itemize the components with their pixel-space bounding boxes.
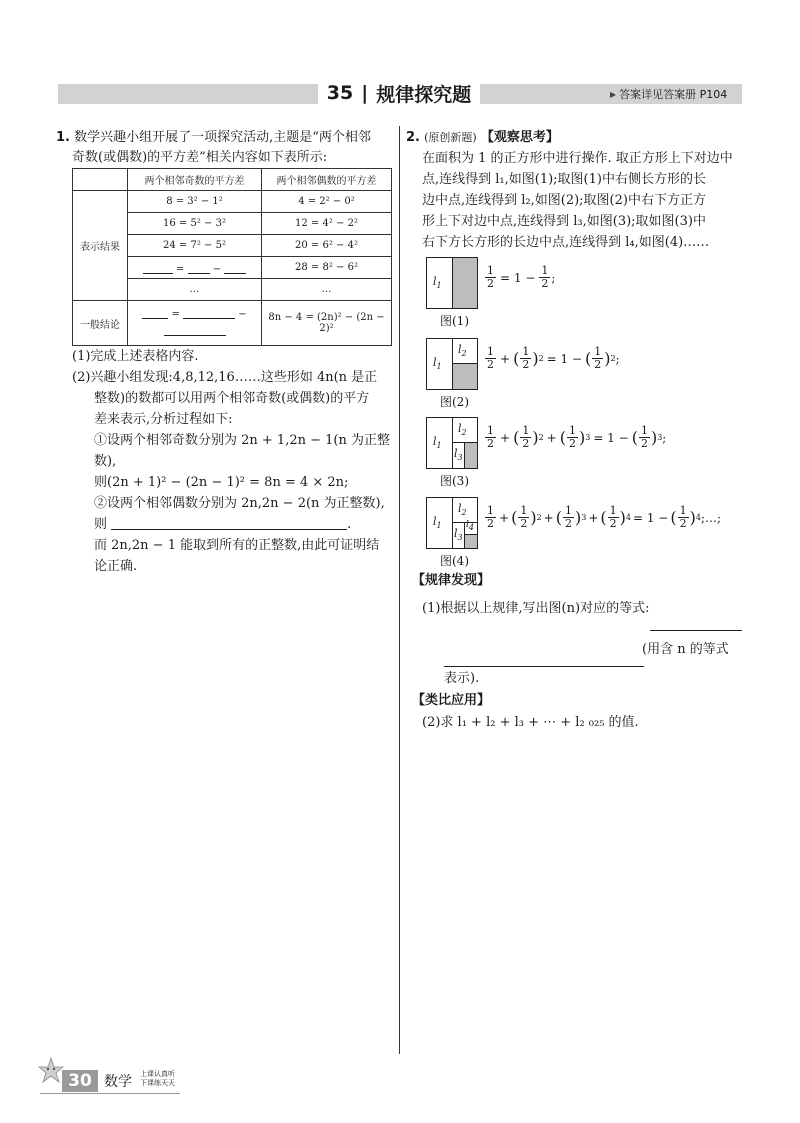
answer-line-2[interactable]: [444, 666, 644, 667]
q1-sub2-line6: 则(2n + 1)² − (2n − 1)² = 8n = 4 × 2n;: [94, 475, 349, 490]
table-header-even: 两个相邻偶数的平方差: [262, 169, 392, 191]
q1-number: 1.: [56, 130, 70, 145]
star-mascot-icon: [38, 1054, 64, 1094]
chapter-title: [318, 78, 480, 108]
q1-sub1: (1)完成上述表格内容.: [72, 349, 199, 364]
caption-fig4: 图(4): [440, 554, 469, 568]
label-l1: $l_1$: [433, 356, 442, 371]
label-l4: l4: [466, 520, 474, 532]
q2-heading: [406, 129, 559, 147]
blank-field[interactable]: [188, 261, 210, 274]
label-l2: $l_2$: [458, 343, 467, 358]
chapter-name: 规律探究题: [376, 83, 472, 106]
table-ellipsis-even: …: [262, 279, 392, 301]
eq-sign: =: [171, 309, 180, 320]
then-label: 则: [94, 517, 108, 532]
label-l1: $l_1$: [433, 435, 442, 450]
q1-sub2-line1: (2)兴趣小组发现:4,8,12,16……这些形如 4n(n 是正: [72, 370, 378, 385]
period: .: [347, 517, 352, 532]
chapter-number: 35: [326, 82, 354, 104]
table-row: [73, 301, 392, 346]
minus-sign: −: [238, 309, 247, 320]
table-cell-odd-3: 24 = 7² − 5²: [128, 235, 262, 257]
q2-sub2: (2)求 l₁ + l₂ + l₃ + ⋯ + l₂ ₀₂₅ 的值.: [422, 715, 639, 730]
shaded-region: [452, 258, 477, 308]
equation-4: $\frac{1}{2}$ + ( $\frac{1}{2}$ ) 2 + ( $\frac{1}{2}$ ) 3 + ( $\frac{1}{2}$ ) 4 = 1 − ( $\frac{1}{2}$ ) 4 ;…;: [487, 504, 722, 530]
fraction: $\frac{1}{2}$: [487, 264, 494, 290]
q2-sub1: (1)根据以上规律,写出图(n)对应的等式:: [422, 601, 650, 616]
q2-sub1-tail: (用含 n 的等式: [642, 642, 729, 657]
table-row: [73, 169, 392, 191]
table-cell-even-conclusion: 8n − 4 = (2n)² − (2n − 2)²: [262, 301, 392, 346]
section-observe: 【观察思考】: [480, 130, 559, 145]
slogan: [140, 1070, 175, 1088]
q1-sub2-line10: 论正确.: [94, 559, 138, 574]
equation-1: [484, 265, 555, 290]
q1-sub2-line3: 差来表示,分析过程如下:: [94, 412, 233, 427]
q1-table: [72, 168, 392, 346]
blank-field[interactable]: [183, 306, 235, 319]
table-cell-even-3: 20 = 6² − 4²: [262, 235, 392, 257]
table-cell-even-1: 4 = 2² − 0²: [262, 191, 392, 213]
table-corner: [73, 169, 128, 191]
equation-2: $\frac{1}{2}$ + ( $\frac{1}{2}$ ) 2 = 1 − ( $\frac{1}{2}$ ) 2 ;: [487, 345, 620, 371]
table-cell-odd-blank[interactable]: [128, 257, 262, 279]
q1-sub2-line2: 整数)的数都可以用两个相邻奇数(或偶数)的平方: [94, 391, 370, 406]
table-row: [73, 191, 392, 213]
answer-ref-text: 答案详见答案册 P104: [619, 88, 728, 101]
q1-sub2-line4: ①设两个相邻奇数分别为 2n + 1,2n − 1(n 为正整: [94, 433, 390, 448]
label-l3: $l_3$: [454, 447, 463, 462]
q1-line2: 奇数(或偶数)的平方差”相关内容如下表所示:: [72, 150, 328, 165]
eq-sign: =: [175, 263, 185, 275]
section-discover: 【规律发现】: [412, 573, 491, 588]
q2-para3: 边中点,连线得到 l₂,如图(2);取图(2)中右下方正方: [422, 193, 706, 208]
figure-2: [426, 338, 478, 390]
table-row-label: 表示结果: [73, 191, 128, 301]
figure-1: [426, 257, 478, 309]
title-separator: |: [361, 82, 369, 104]
blank-field[interactable]: [143, 261, 173, 274]
column-divider: [399, 126, 400, 1054]
q2-number: 2.: [406, 130, 420, 145]
q2-para1: 在面积为 1 的正方形中进行操作. 取正方形上下对边中: [422, 151, 733, 166]
caption-fig3: 图(3): [440, 474, 469, 488]
semicolon: ;: [551, 270, 556, 285]
blank-field[interactable]: [164, 323, 226, 336]
triangle-icon: ▶: [610, 89, 617, 99]
q1-line1: [56, 129, 371, 147]
table-cell-even-2: 12 = 4² − 2²: [262, 213, 392, 235]
q1-sub2-line9: 而 2n,2n − 1 能取到所有的正整数,由此可证明结: [94, 538, 380, 553]
caption-fig1: 图(1): [440, 314, 469, 328]
q1-sub2-line5: 数),: [94, 454, 117, 469]
equals-one-minus: = 1 −: [500, 270, 536, 285]
answer-reference: [610, 86, 742, 102]
shaded-region: [452, 364, 477, 389]
table-conclusion-label: 一般结论: [73, 301, 128, 346]
table-header-odd: 两个相邻奇数的平方差: [128, 169, 262, 191]
answer-blank[interactable]: [111, 517, 347, 530]
section-apply: 【类比应用】: [412, 693, 491, 708]
answer-line-1[interactable]: [650, 630, 742, 631]
table-cell-odd-2: 16 = 5² − 3²: [128, 213, 262, 235]
equation-3: $\frac{1}{2}$ + ( $\frac{1}{2}$ ) 2 + ( $\frac{1}{2}$ ) 3 = 1 − ( $\frac{1}{2}$ ) 3 ;: [487, 424, 667, 450]
slogan-line1: 上课认真听: [140, 1070, 175, 1078]
label-l2: $l_2$: [458, 502, 467, 517]
q2-sub1-end: 表示).: [444, 671, 480, 686]
table-cell-odd-conclusion[interactable]: [128, 301, 262, 346]
label-l1: $l_1$: [433, 515, 442, 530]
slogan-line2: 下课练天天: [140, 1079, 175, 1087]
label-l2: $l_2$: [458, 422, 467, 437]
label-l3: $l_3$: [454, 527, 463, 542]
q1-text1: 数学兴趣小组开展了一项探究活动,主题是“两个相邻: [74, 130, 371, 145]
table-cell-odd-1: 8 = 3² − 1²: [128, 191, 262, 213]
figure-3: [426, 417, 478, 469]
q2-tag: (原创新题): [424, 131, 477, 144]
q2-para2: 点,连线得到 l₁,如图(1);取图(1)中右侧长方形的长: [422, 172, 706, 187]
q1-sub2-line7: ②设两个相邻偶数分别为 2n,2n − 2(n 为正整数),: [94, 496, 385, 511]
footer-rule: [40, 1093, 180, 1094]
q1-sub2-line8: [94, 516, 351, 534]
shaded-region: [465, 535, 477, 548]
caption-fig2: 图(2): [440, 395, 469, 409]
blank-field[interactable]: [224, 261, 246, 274]
minus-sign: −: [212, 263, 222, 275]
fraction: $\frac{1}{2}$: [541, 264, 549, 290]
label-l1: $l_1$: [433, 275, 442, 290]
q2-para4: 形上下对边中点,连线得到 l₃,如图(3);取如图(3)中: [422, 214, 706, 229]
subject-label: 数学: [104, 1074, 132, 1090]
table-ellipsis-odd: …: [128, 279, 262, 301]
shaded-region: [465, 443, 477, 468]
q2-para5: 右下方长方形的长边中点,连线得到 l₄,如图(4)……: [422, 235, 710, 250]
page-number: 30: [62, 1070, 98, 1092]
figure-4: [426, 497, 478, 549]
blank-field[interactable]: [142, 306, 168, 319]
table-cell-even-4: 28 = 8² − 6²: [262, 257, 392, 279]
